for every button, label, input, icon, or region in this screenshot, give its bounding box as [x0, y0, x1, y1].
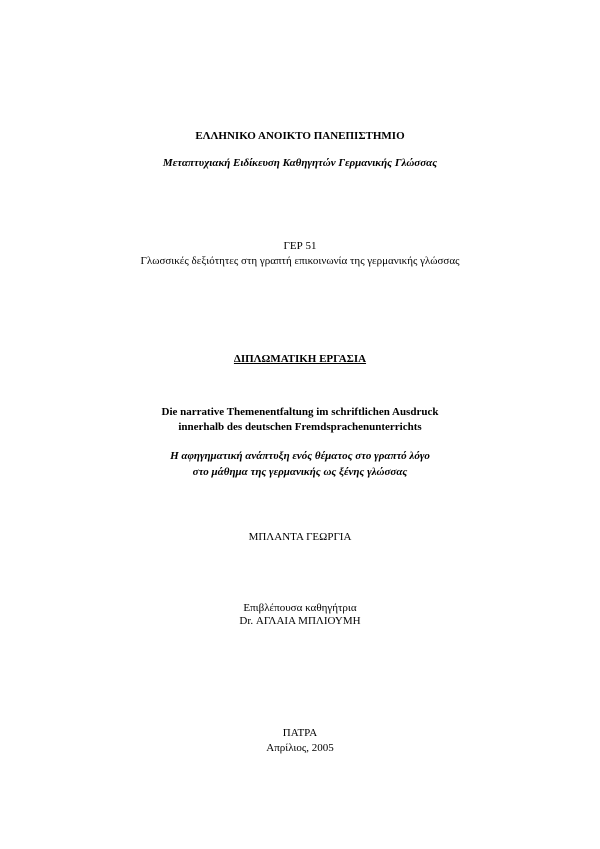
document-type: ΔΙΠΛΩΜΑΤΙΚΗ ΕΡΓΑΣΙΑ	[233, 353, 367, 365]
course-title: Γλωσσικές δεξιότητες στη γραπτή επικοινωνία της γερμανικής γλώσσας	[140, 255, 460, 267]
program-name: Μεταπτυχιακή Ειδίκευση Καθηγητών Γερμανικής Γλώσσας	[162, 157, 438, 169]
supervisor-name: Dr. ΑΓΛΑΙΑ ΜΠΛΙΟΥΜΗ	[239, 615, 361, 627]
thesis-title-greek-line1: Η αφηγηματική ανάπτυξη ενός θέματος στο γραπτό λόγο	[170, 450, 430, 462]
supervisor-label: Επιβλέπουσα καθηγήτρια	[243, 602, 357, 614]
thesis-title-german-line1: Die narrative Themenentfaltung im schriftlichen Ausdruck	[161, 406, 439, 418]
date: Απρίλιος, 2005	[266, 742, 334, 754]
city: ΠΑΤΡΑ	[282, 727, 318, 739]
thesis-title-german-line2: innerhalb des deutschen Fremdsprachenunterrichts	[178, 421, 422, 433]
university-name: ΕΛΛΗΝΙΚΟ ΑΝΟΙΚΤΟ ΠΑΝΕΠΙΣΤΗΜΙΟ	[195, 130, 405, 142]
author-name: ΜΠΛΑΝΤΑ ΓΕΩΡΓΙΑ	[248, 531, 352, 543]
thesis-title-greek-line2: στο μάθημα της γερμανικής ως ξένης γλώσσας	[192, 466, 408, 478]
course-code: ΓΕΡ 51	[283, 240, 317, 252]
